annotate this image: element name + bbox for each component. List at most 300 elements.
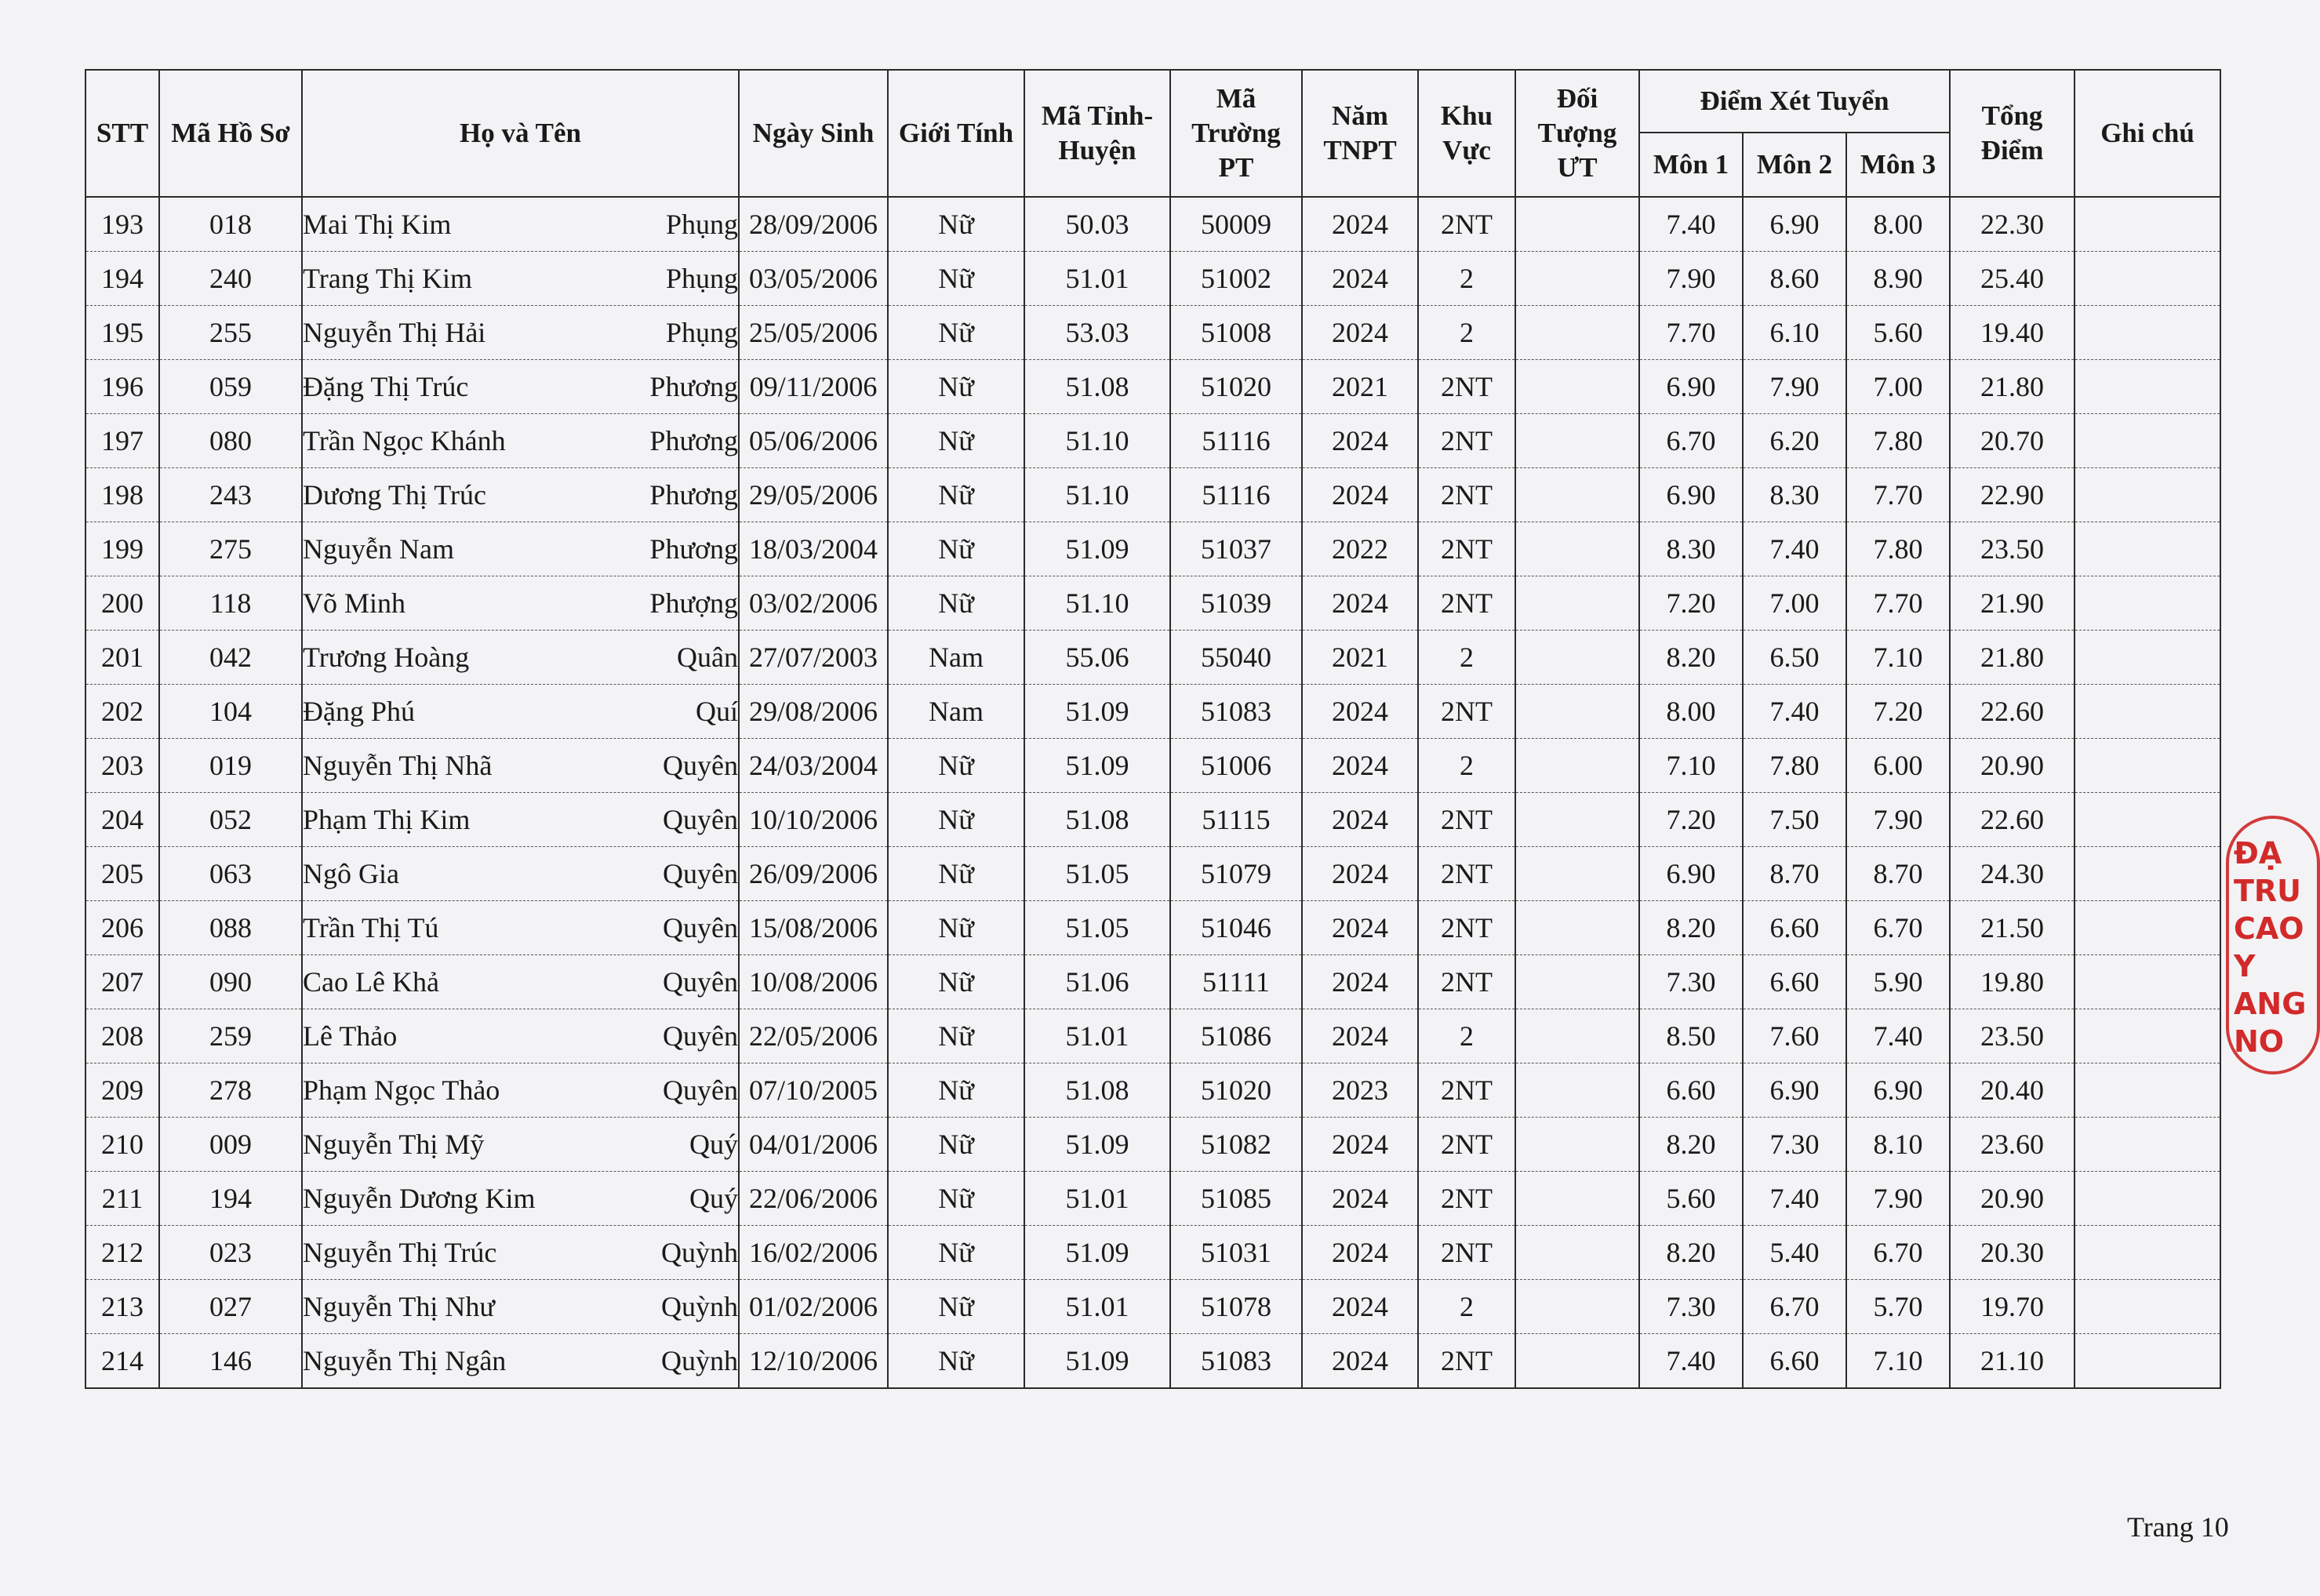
cell-khu-vuc: 2NT [1418, 197, 1515, 252]
cell-mon-3: 7.80 [1846, 414, 1950, 468]
cell-gioi-tinh: Nam [888, 631, 1024, 685]
cell-stt: 211 [85, 1172, 159, 1226]
cell-ho-va-ten [302, 1280, 739, 1334]
cell-ngay-sinh: 16/02/2006 [739, 1226, 888, 1280]
surname-middle-name: Trang Thị Kim [303, 263, 473, 294]
cell-ho-va-ten [302, 631, 739, 685]
cell-khu-vuc: 2NT [1418, 1063, 1515, 1118]
header-gioi-tinh: Giới Tính [888, 70, 1024, 197]
cell-tong-diem: 24.30 [1950, 847, 2075, 901]
cell-ma-tinh-huyen: 51.08 [1024, 1063, 1170, 1118]
cell-tong-diem: 21.80 [1950, 631, 2075, 685]
cell-ma-truong-pt: 51082 [1170, 1118, 1302, 1172]
header-ma-ho-so: Mã Hồ Sơ [159, 70, 302, 197]
given-name: Quyên [663, 912, 738, 943]
cell-ghi-chu [2075, 360, 2220, 414]
cell-tong-diem: 23.50 [1950, 1009, 2075, 1063]
cell-stt: 195 [85, 306, 159, 360]
cell-doi-tuong-ut [1515, 739, 1639, 793]
header-ghi-chu: Ghi chú [2075, 70, 2220, 197]
table-row [85, 1334, 2220, 1389]
cell-doi-tuong-ut [1515, 1226, 1639, 1280]
cell-ma-ho-so: 063 [159, 847, 302, 901]
cell-ma-truong-pt: 51006 [1170, 739, 1302, 793]
table-row [85, 1063, 2220, 1118]
cell-mon-2: 6.60 [1743, 955, 1846, 1009]
cell-ghi-chu [2075, 1118, 2220, 1172]
cell-khu-vuc: 2NT [1418, 1334, 1515, 1389]
cell-ghi-chu [2075, 576, 2220, 631]
cell-ma-ho-so: 240 [159, 252, 302, 306]
cell-ngay-sinh: 28/09/2006 [739, 197, 888, 252]
given-name: Quý [689, 1129, 738, 1160]
cell-ghi-chu [2075, 631, 2220, 685]
cell-ma-tinh-huyen: 51.09 [1024, 1334, 1170, 1389]
cell-stt: 208 [85, 1009, 159, 1063]
cell-khu-vuc: 2 [1418, 1280, 1515, 1334]
header-doi-tuong-ut: Đối Tượng ƯT [1515, 70, 1639, 197]
cell-ngay-sinh: 04/01/2006 [739, 1118, 888, 1172]
cell-stt: 193 [85, 197, 159, 252]
cell-stt: 204 [85, 793, 159, 847]
given-name: Phương [649, 479, 738, 511]
cell-stt: 206 [85, 901, 159, 955]
cell-ho-va-ten [302, 522, 739, 576]
cell-doi-tuong-ut [1515, 1118, 1639, 1172]
stamp-line: Y [2234, 949, 2256, 983]
cell-ma-truong-pt: 51046 [1170, 901, 1302, 955]
table-row [85, 793, 2220, 847]
cell-ho-va-ten [302, 197, 739, 252]
cell-tong-diem: 20.90 [1950, 1172, 2075, 1226]
cell-ngay-sinh: 15/08/2006 [739, 901, 888, 955]
table-row [85, 1280, 2220, 1334]
cell-ghi-chu [2075, 739, 2220, 793]
cell-doi-tuong-ut [1515, 1172, 1639, 1226]
cell-tong-diem: 21.50 [1950, 901, 2075, 955]
cell-mon-1: 7.30 [1639, 1280, 1743, 1334]
table-row [85, 252, 2220, 306]
cell-ma-tinh-huyen: 51.09 [1024, 739, 1170, 793]
cell-mon-1: 6.60 [1639, 1063, 1743, 1118]
cell-ma-truong-pt: 51116 [1170, 414, 1302, 468]
cell-doi-tuong-ut [1515, 955, 1639, 1009]
cell-nam-tnpt: 2024 [1302, 306, 1418, 360]
surname-middle-name: Lê Thảo [303, 1020, 398, 1052]
surname-middle-name: Phạm Thị Kim [303, 804, 471, 835]
cell-mon-1: 8.20 [1639, 901, 1743, 955]
cell-mon-2: 7.40 [1743, 1172, 1846, 1226]
cell-mon-2: 6.70 [1743, 1280, 1846, 1334]
table-row [85, 1226, 2220, 1280]
cell-doi-tuong-ut [1515, 1334, 1639, 1389]
cell-ho-va-ten [302, 955, 739, 1009]
given-name: Phụng [665, 209, 738, 240]
cell-gioi-tinh: Nữ [888, 522, 1024, 576]
cell-ma-ho-so: 090 [159, 955, 302, 1009]
cell-doi-tuong-ut [1515, 631, 1639, 685]
cell-ma-ho-so: 278 [159, 1063, 302, 1118]
surname-middle-name: Trần Thị Tú [303, 912, 439, 943]
cell-ngay-sinh: 25/05/2006 [739, 306, 888, 360]
cell-nam-tnpt: 2024 [1302, 252, 1418, 306]
table-row [85, 197, 2220, 252]
cell-khu-vuc: 2NT [1418, 793, 1515, 847]
cell-mon-1: 6.90 [1639, 847, 1743, 901]
cell-tong-diem: 19.70 [1950, 1280, 2075, 1334]
cell-khu-vuc: 2 [1418, 739, 1515, 793]
cell-doi-tuong-ut [1515, 306, 1639, 360]
cell-ho-va-ten [302, 739, 739, 793]
cell-mon-3: 7.70 [1846, 576, 1950, 631]
cell-ngay-sinh: 03/02/2006 [739, 576, 888, 631]
cell-ngay-sinh: 22/06/2006 [739, 1172, 888, 1226]
cell-stt: 202 [85, 685, 159, 739]
cell-ma-truong-pt: 51020 [1170, 1063, 1302, 1118]
cell-nam-tnpt: 2024 [1302, 847, 1418, 901]
cell-stt: 194 [85, 252, 159, 306]
cell-ma-ho-so: 194 [159, 1172, 302, 1226]
cell-stt: 198 [85, 468, 159, 522]
surname-middle-name: Đặng Phú [303, 696, 415, 727]
surname-middle-name: Nguyễn Thị Mỹ [303, 1129, 485, 1160]
cell-ma-truong-pt: 51031 [1170, 1226, 1302, 1280]
cell-gioi-tinh: Nữ [888, 197, 1024, 252]
cell-mon-1: 8.00 [1639, 685, 1743, 739]
cell-ma-truong-pt: 51039 [1170, 576, 1302, 631]
cell-khu-vuc: 2NT [1418, 468, 1515, 522]
cell-ngay-sinh: 03/05/2006 [739, 252, 888, 306]
cell-nam-tnpt: 2024 [1302, 576, 1418, 631]
cell-mon-1: 5.60 [1639, 1172, 1743, 1226]
cell-gioi-tinh: Nữ [888, 901, 1024, 955]
surname-middle-name: Võ Minh [303, 587, 406, 619]
cell-mon-3: 7.90 [1846, 793, 1950, 847]
given-name: Quyên [663, 858, 738, 889]
table-row [85, 847, 2220, 901]
cell-ma-ho-so: 118 [159, 576, 302, 631]
cell-doi-tuong-ut [1515, 1009, 1639, 1063]
cell-mon-3: 5.70 [1846, 1280, 1950, 1334]
cell-gioi-tinh: Nữ [888, 1172, 1024, 1226]
header-tong-diem: Tổng Điểm [1950, 70, 2075, 197]
cell-nam-tnpt: 2024 [1302, 901, 1418, 955]
cell-khu-vuc: 2NT [1418, 847, 1515, 901]
cell-ma-tinh-huyen: 51.08 [1024, 793, 1170, 847]
table-row [85, 306, 2220, 360]
cell-doi-tuong-ut [1515, 414, 1639, 468]
cell-stt: 197 [85, 414, 159, 468]
cell-mon-3: 6.00 [1846, 739, 1950, 793]
given-name: Quỳnh [661, 1345, 738, 1376]
cell-ngay-sinh: 09/11/2006 [739, 360, 888, 414]
cell-stt: 200 [85, 576, 159, 631]
cell-ngay-sinh: 18/03/2004 [739, 522, 888, 576]
cell-mon-2: 7.80 [1743, 739, 1846, 793]
cell-nam-tnpt: 2021 [1302, 360, 1418, 414]
cell-mon-3: 7.80 [1846, 522, 1950, 576]
cell-mon-2: 7.90 [1743, 360, 1846, 414]
cell-ghi-chu [2075, 1280, 2220, 1334]
cell-ngay-sinh: 12/10/2006 [739, 1334, 888, 1389]
header-ma-tinh-huyen: Mã Tỉnh- Huyện [1024, 70, 1170, 197]
cell-mon-2: 8.30 [1743, 468, 1846, 522]
cell-tong-diem: 22.60 [1950, 793, 2075, 847]
cell-mon-3: 6.90 [1846, 1063, 1950, 1118]
cell-khu-vuc: 2NT [1418, 414, 1515, 468]
given-name: Phương [649, 533, 738, 565]
cell-gioi-tinh: Nữ [888, 468, 1024, 522]
cell-ma-truong-pt: 50009 [1170, 197, 1302, 252]
cell-ho-va-ten [302, 1226, 739, 1280]
cell-tong-diem: 22.60 [1950, 685, 2075, 739]
cell-ngay-sinh: 27/07/2003 [739, 631, 888, 685]
cell-mon-2: 7.60 [1743, 1009, 1846, 1063]
cell-mon-1: 7.30 [1639, 955, 1743, 1009]
table-row [85, 1009, 2220, 1063]
stamp-line: CAO [2234, 911, 2304, 946]
cell-nam-tnpt: 2024 [1302, 468, 1418, 522]
cell-mon-3: 5.90 [1846, 955, 1950, 1009]
cell-ma-ho-so: 104 [159, 685, 302, 739]
cell-doi-tuong-ut [1515, 252, 1639, 306]
table-row [85, 901, 2220, 955]
table-row [85, 522, 2220, 576]
given-name: Quý [689, 1183, 738, 1214]
cell-doi-tuong-ut [1515, 793, 1639, 847]
header-mon-3: Môn 3 [1846, 133, 1950, 197]
cell-ma-ho-so: 088 [159, 901, 302, 955]
cell-ma-truong-pt: 51079 [1170, 847, 1302, 901]
given-name: Quí [696, 696, 738, 727]
cell-ma-truong-pt: 51085 [1170, 1172, 1302, 1226]
cell-mon-1: 8.50 [1639, 1009, 1743, 1063]
cell-mon-1: 7.40 [1639, 1334, 1743, 1389]
header-diem-xet-tuyen: Điểm Xét Tuyển [1639, 70, 1950, 133]
cell-mon-2: 7.40 [1743, 685, 1846, 739]
cell-nam-tnpt: 2024 [1302, 955, 1418, 1009]
cell-khu-vuc: 2 [1418, 306, 1515, 360]
cell-ma-tinh-huyen: 51.06 [1024, 955, 1170, 1009]
cell-ma-ho-so: 052 [159, 793, 302, 847]
cell-mon-1: 7.20 [1639, 793, 1743, 847]
cell-ghi-chu [2075, 197, 2220, 252]
cell-gioi-tinh: Nữ [888, 793, 1024, 847]
cell-ho-va-ten [302, 306, 739, 360]
table-row [85, 576, 2220, 631]
cell-khu-vuc: 2 [1418, 252, 1515, 306]
given-name: Quân [677, 642, 738, 673]
header-mon-2: Môn 2 [1743, 133, 1846, 197]
cell-ghi-chu [2075, 1226, 2220, 1280]
cell-nam-tnpt: 2021 [1302, 631, 1418, 685]
header-ma-truong-pt: Mã Trường PT [1170, 70, 1302, 197]
cell-mon-2: 5.40 [1743, 1226, 1846, 1280]
cell-doi-tuong-ut [1515, 847, 1639, 901]
cell-tong-diem: 20.30 [1950, 1226, 2075, 1280]
cell-ma-truong-pt: 51116 [1170, 468, 1302, 522]
cell-mon-1: 6.70 [1639, 414, 1743, 468]
surname-middle-name: Trần Ngọc Khánh [303, 425, 506, 456]
header-stt: STT [85, 70, 159, 197]
table-row [85, 631, 2220, 685]
cell-ho-va-ten [302, 414, 739, 468]
cell-doi-tuong-ut [1515, 576, 1639, 631]
cell-mon-3: 7.40 [1846, 1009, 1950, 1063]
cell-ma-ho-so: 275 [159, 522, 302, 576]
cell-ho-va-ten [302, 1009, 739, 1063]
cell-ma-truong-pt: 51083 [1170, 1334, 1302, 1389]
given-name: Quyên [663, 1020, 738, 1052]
surname-middle-name: Đặng Thị Trúc [303, 371, 469, 402]
cell-nam-tnpt: 2024 [1302, 739, 1418, 793]
cell-mon-1: 7.10 [1639, 739, 1743, 793]
cell-gioi-tinh: Nữ [888, 360, 1024, 414]
cell-gioi-tinh: Nữ [888, 1063, 1024, 1118]
cell-tong-diem: 21.10 [1950, 1334, 2075, 1389]
given-name: Phượng [649, 587, 738, 619]
cell-ma-tinh-huyen: 53.03 [1024, 306, 1170, 360]
cell-khu-vuc: 2NT [1418, 360, 1515, 414]
table-row [85, 468, 2220, 522]
cell-ma-ho-so: 018 [159, 197, 302, 252]
given-name: Quyên [663, 966, 738, 998]
cell-doi-tuong-ut [1515, 360, 1639, 414]
cell-khu-vuc: 2NT [1418, 685, 1515, 739]
cell-mon-1: 8.20 [1639, 1226, 1743, 1280]
cell-ngay-sinh: 29/05/2006 [739, 468, 888, 522]
cell-stt: 209 [85, 1063, 159, 1118]
cell-nam-tnpt: 2022 [1302, 522, 1418, 576]
cell-mon-2: 7.50 [1743, 793, 1846, 847]
cell-ma-tinh-huyen: 51.09 [1024, 1118, 1170, 1172]
cell-tong-diem: 22.90 [1950, 468, 2075, 522]
cell-ho-va-ten [302, 901, 739, 955]
cell-ho-va-ten [302, 1118, 739, 1172]
given-name: Quyên [663, 1074, 738, 1106]
cell-doi-tuong-ut [1515, 1063, 1639, 1118]
cell-mon-3: 7.90 [1846, 1172, 1950, 1226]
cell-mon-2: 6.60 [1743, 901, 1846, 955]
stamp-line: NO [2234, 1024, 2285, 1059]
cell-nam-tnpt: 2023 [1302, 1063, 1418, 1118]
cell-ngay-sinh: 26/09/2006 [739, 847, 888, 901]
cell-ghi-chu [2075, 793, 2220, 847]
cell-khu-vuc: 2NT [1418, 1172, 1515, 1226]
page-number: Trang 10 [2127, 1511, 2229, 1543]
cell-ghi-chu [2075, 847, 2220, 901]
cell-tong-diem: 23.60 [1950, 1118, 2075, 1172]
cell-gioi-tinh: Nữ [888, 1009, 1024, 1063]
cell-mon-3: 7.00 [1846, 360, 1950, 414]
cell-tong-diem: 21.80 [1950, 360, 2075, 414]
cell-ghi-chu [2075, 1334, 2220, 1389]
cell-mon-3: 8.70 [1846, 847, 1950, 901]
cell-mon-1: 7.90 [1639, 252, 1743, 306]
cell-ho-va-ten [302, 468, 739, 522]
cell-khu-vuc: 2NT [1418, 1118, 1515, 1172]
cell-nam-tnpt: 2024 [1302, 1280, 1418, 1334]
cell-ho-va-ten [302, 252, 739, 306]
cell-ngay-sinh: 05/06/2006 [739, 414, 888, 468]
surname-middle-name: Phạm Ngọc Thảo [303, 1074, 500, 1106]
cell-mon-3: 6.70 [1846, 1226, 1950, 1280]
cell-ghi-chu [2075, 685, 2220, 739]
cell-gioi-tinh: Nam [888, 685, 1024, 739]
cell-ma-ho-so: 243 [159, 468, 302, 522]
cell-gioi-tinh: Nữ [888, 1334, 1024, 1389]
cell-ho-va-ten [302, 685, 739, 739]
cell-ho-va-ten [302, 360, 739, 414]
official-seal-stamp [2226, 816, 2320, 1074]
cell-ma-ho-so: 259 [159, 1009, 302, 1063]
cell-nam-tnpt: 2024 [1302, 1009, 1418, 1063]
table-row [85, 685, 2220, 739]
cell-mon-1: 8.30 [1639, 522, 1743, 576]
admission-score-table [85, 69, 2221, 1389]
stamp-line: TRU [2234, 874, 2302, 908]
cell-khu-vuc: 2NT [1418, 901, 1515, 955]
cell-mon-1: 7.20 [1639, 576, 1743, 631]
surname-middle-name: Nguyễn Thị Ngân [303, 1345, 507, 1376]
cell-nam-tnpt: 2024 [1302, 1172, 1418, 1226]
surname-middle-name: Nguyễn Thị Như [303, 1291, 495, 1322]
cell-ma-tinh-huyen: 51.09 [1024, 685, 1170, 739]
table-row [85, 414, 2220, 468]
cell-ma-tinh-huyen: 51.10 [1024, 468, 1170, 522]
cell-khu-vuc: 2NT [1418, 522, 1515, 576]
cell-ghi-chu [2075, 1063, 2220, 1118]
stamp-line: ANG [2234, 987, 2307, 1021]
cell-ma-truong-pt: 51086 [1170, 1009, 1302, 1063]
table-row [85, 955, 2220, 1009]
cell-ma-tinh-huyen: 51.10 [1024, 576, 1170, 631]
cell-stt: 199 [85, 522, 159, 576]
given-name: Phụng [665, 263, 738, 294]
surname-middle-name: Nguyễn Thị Trúc [303, 1237, 497, 1268]
cell-tong-diem: 22.30 [1950, 197, 2075, 252]
cell-nam-tnpt: 2024 [1302, 793, 1418, 847]
stamp-line: ĐẠ [2234, 836, 2282, 871]
cell-ghi-chu [2075, 1009, 2220, 1063]
cell-gioi-tinh: Nữ [888, 1226, 1024, 1280]
cell-ngay-sinh: 22/05/2006 [739, 1009, 888, 1063]
surname-middle-name: Cao Lê Khả [303, 966, 439, 998]
cell-mon-1: 8.20 [1639, 631, 1743, 685]
cell-khu-vuc: 2 [1418, 1009, 1515, 1063]
cell-ma-tinh-huyen: 51.01 [1024, 1172, 1170, 1226]
cell-mon-2: 8.70 [1743, 847, 1846, 901]
cell-doi-tuong-ut [1515, 197, 1639, 252]
surname-middle-name: Ngô Gia [303, 858, 399, 889]
cell-gioi-tinh: Nữ [888, 1118, 1024, 1172]
cell-ma-truong-pt: 51083 [1170, 685, 1302, 739]
cell-ma-tinh-huyen: 51.01 [1024, 1009, 1170, 1063]
header-nam-tnpt: Năm TNPT [1302, 70, 1418, 197]
cell-ghi-chu [2075, 1172, 2220, 1226]
cell-ma-truong-pt: 51002 [1170, 252, 1302, 306]
cell-doi-tuong-ut [1515, 468, 1639, 522]
cell-ghi-chu [2075, 468, 2220, 522]
cell-mon-3: 7.10 [1846, 1334, 1950, 1389]
cell-ma-tinh-huyen: 51.09 [1024, 1226, 1170, 1280]
surname-middle-name: Mai Thị Kim [303, 209, 452, 240]
cell-gioi-tinh: Nữ [888, 252, 1024, 306]
cell-ma-tinh-huyen: 51.09 [1024, 522, 1170, 576]
cell-mon-1: 7.70 [1639, 306, 1743, 360]
table-row [85, 360, 2220, 414]
cell-mon-2: 7.00 [1743, 576, 1846, 631]
